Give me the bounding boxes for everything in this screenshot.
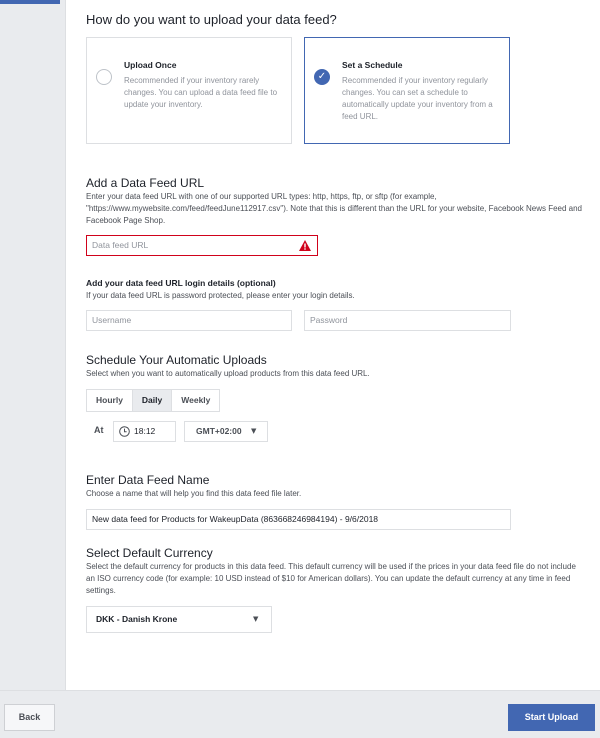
at-label: At xyxy=(94,425,104,435)
frequency-hourly[interactable]: Hourly xyxy=(87,390,133,411)
option-description: Recommended if your inventory rarely changes. You can upload a data feed file to update your inventory. xyxy=(124,76,278,109)
feed-url-placeholder: Data feed URL xyxy=(92,240,149,250)
clock-icon xyxy=(119,426,130,437)
chevron-down-icon: ▼ xyxy=(253,615,259,623)
feed-name-title: Enter Data Feed Name xyxy=(86,473,210,487)
feed-name-value: New data feed for Products for WakeupData (863668246984194) - 9/6/2018 xyxy=(92,514,379,524)
option-set-a-schedule[interactable] xyxy=(304,37,510,144)
currency-description: Select the default currency for products in this data feed. This default currency will be used if the prices in your data feed file do not include an ISO currency code (for example: 10 USD instead of $10 for American dollars). You can update the default currency at any time in feed settings. xyxy=(86,562,576,595)
feed-name-input[interactable] xyxy=(86,509,511,530)
time-picker[interactable] xyxy=(113,421,176,442)
upload-method-question: How do you want to upload your data feed? xyxy=(86,12,337,27)
option-description: Recommended if your inventory regularly changes. You can set a schedule to automatically update your inventory from a feed URL. xyxy=(342,76,493,121)
frequency-daily[interactable]: Daily xyxy=(133,390,172,411)
login-details-description: If your data feed URL is password protected, please enter your login details. xyxy=(86,291,355,300)
currency-dropdown[interactable] xyxy=(86,606,272,633)
feed-url-input[interactable] xyxy=(86,235,318,256)
password-placeholder: Password xyxy=(310,315,348,325)
warning-icon xyxy=(299,240,311,251)
option-title: Upload Once xyxy=(124,60,177,70)
frequency-selector xyxy=(86,389,220,412)
feed-url-description: Enter your data feed URL with one of our supported URL types: http, https, ftp, or sftp (for example, "https://www.mywebsite.com/feed/feedJune112917.csv"). Note that this is different than the URL for your website, Facebook News Feed and Facebook Page Shop. xyxy=(86,192,583,225)
login-details-title: Add your data feed URL login details (optional) xyxy=(86,278,276,288)
schedule-title: Schedule Your Automatic Uploads xyxy=(86,353,267,367)
feed-name-description: Choose a name that will help you find this data feed file later. xyxy=(86,489,302,498)
timezone-dropdown[interactable] xyxy=(184,421,268,442)
option-title: Set a Schedule xyxy=(342,60,403,70)
currency-title: Select Default Currency xyxy=(86,546,213,560)
currency-value: DKK - Danish Krone xyxy=(96,614,178,624)
radio-unchecked-icon[interactable] xyxy=(96,69,112,85)
option-upload-once[interactable] xyxy=(86,37,292,144)
time-value: 18:12 xyxy=(134,426,156,436)
start-upload-button[interactable]: Start Upload xyxy=(508,704,595,731)
timezone-value: GMT+02:00 xyxy=(196,426,242,436)
username-placeholder: Username xyxy=(92,315,132,325)
username-input[interactable] xyxy=(86,310,292,331)
frequency-weekly[interactable]: Weekly xyxy=(172,390,219,411)
chevron-down-icon: ▼ xyxy=(251,427,257,435)
password-input[interactable] xyxy=(304,310,511,331)
footer-bar xyxy=(0,690,600,738)
feed-url-title: Add a Data Feed URL xyxy=(86,176,205,190)
checkmark-icon[interactable]: ✓ xyxy=(314,69,330,85)
back-button[interactable]: Back xyxy=(4,704,55,731)
schedule-description: Select when you want to automatically upload products from this data feed URL. xyxy=(86,369,370,378)
top-left-tab-indicator xyxy=(0,0,60,4)
